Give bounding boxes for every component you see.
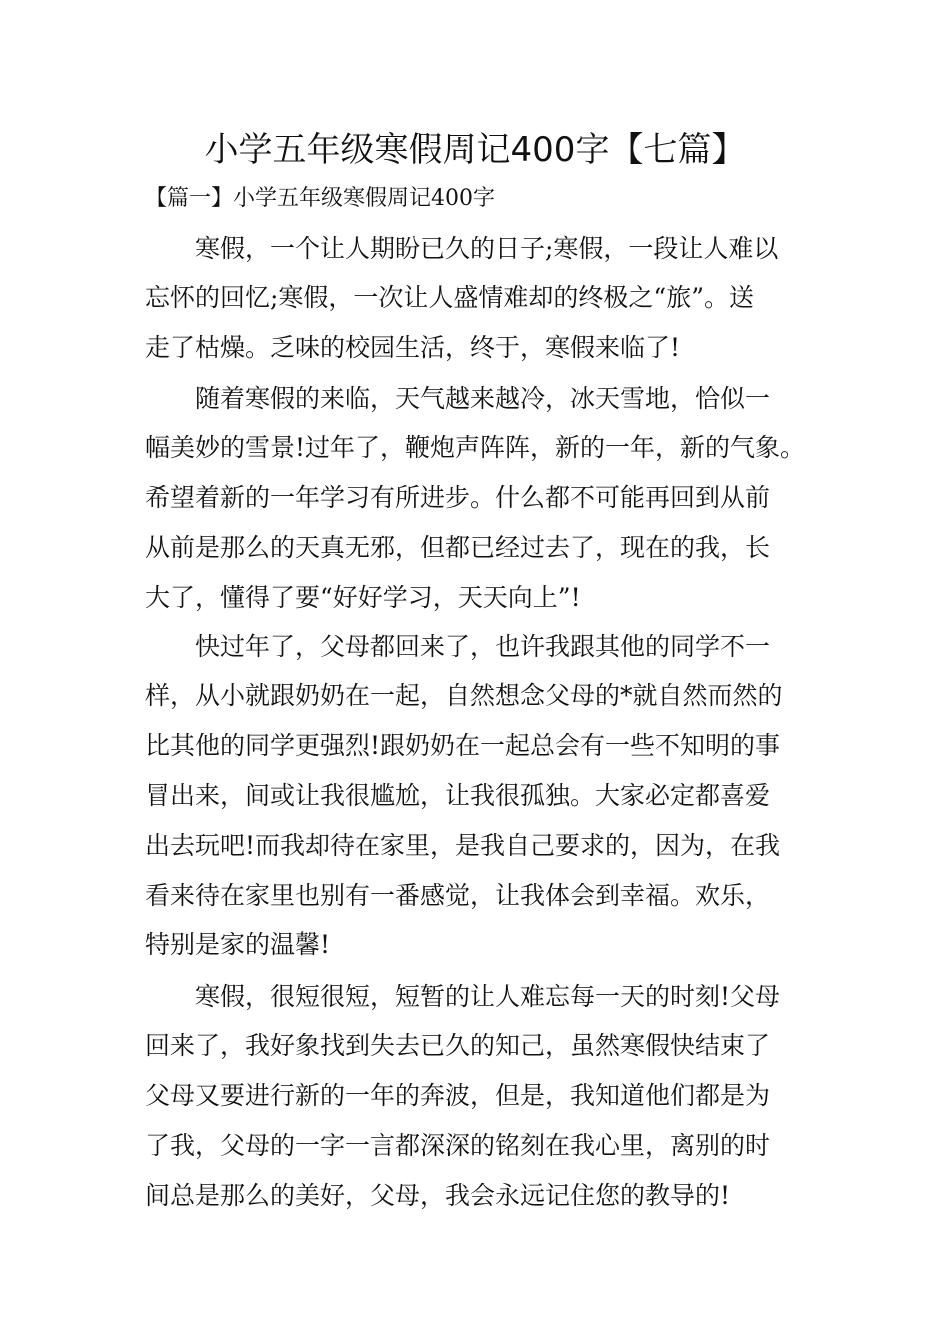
- text-line: 随着寒假的来临，天气越来越冷，冰天雪地，恰似一: [195, 384, 771, 413]
- document-title: 小学五年级寒假周记400字【七篇】: [204, 130, 746, 170]
- text-line: 从前是那么的天真无邪，但都已经过去了，现在的我，长: [145, 533, 771, 562]
- text-line: 幅美妙的雪景!过年了，鞭炮声阵阵，新的一年，新的气象。: [145, 433, 806, 462]
- text-line: 回来了，我好象找到失去已久的知己，虽然寒假快结束了: [145, 1031, 771, 1060]
- text-line: 快过年了，父母都回来了，也许我跟其他的同学不一: [195, 632, 771, 661]
- text-line: 父母又要进行新的一年的奔波，但是，我知道他们都是为: [145, 1081, 771, 1110]
- text-line: 特别是家的温馨!: [145, 930, 331, 959]
- text-line: 出去玩吧!而我却待在家里，是我自己要求的，因为，在我: [145, 831, 781, 860]
- text-line: 比其他的同学更强烈!跟奶奶在一起总会有一些不知明的事: [145, 731, 781, 760]
- text-line: 了我，父母的一字一言都深深的铭刻在我心里，离别的时: [145, 1131, 771, 1160]
- text-line: 大了，懂得了要“好好学习，天天向上”!: [145, 583, 581, 612]
- text-line: 寒假，很短很短，短暂的让人难忘每一天的时刻!父母: [195, 982, 781, 1011]
- text-line: 样，从小就跟奶奶在一起，自然想念父母的*就自然而然的: [145, 681, 783, 710]
- text-line: 希望着新的一年学习有所进步。什么都不可能再回到从前: [145, 483, 771, 512]
- section-heading: 【篇一】小学五年级寒假周记400字: [145, 186, 495, 211]
- text-line: 冒出来，间或让我很尴尬，让我很孤独。大家必定都喜爱: [145, 781, 771, 810]
- text-line: 走了枯燥。乏味的校园生活，终于，寒假来临了!: [145, 333, 681, 362]
- text-line: 看来待在家里也别有一番感觉，让我体会到幸福。欢乐，: [145, 881, 771, 910]
- text-line: 间总是那么的美好，父母，我会永远记住您的教导的!: [145, 1181, 731, 1210]
- text-line: 忘怀的回忆;寒假，一次让人盛情难却的终极之“旅”。送: [145, 283, 754, 312]
- text-line: 寒假，一个让人期盼已久的日子;寒假，一段让人难以: [195, 234, 779, 263]
